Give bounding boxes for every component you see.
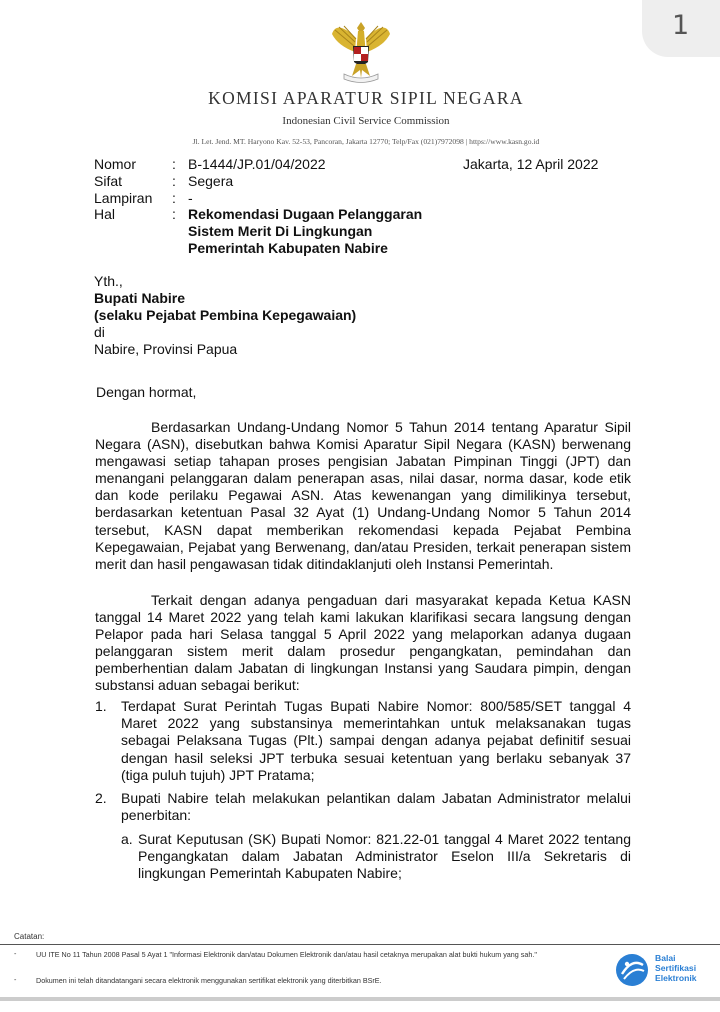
recipient-salutation: Yth., [94,273,123,289]
colon: : [172,206,176,223]
list-item-text: Bupati Nabire telah melakukan pelantikan dalam Jabatan Administrator melalui penerbitan: [121,790,631,824]
meta-row-lampiran [94,190,448,207]
footer-divider [0,944,720,945]
letter-meta [94,156,448,257]
hal-value [188,206,448,256]
bottom-band [0,997,720,1001]
sifat-value: Segera [188,172,234,189]
sub-list-item [121,831,631,883]
org-address: Jl. Let. Jend. MT. Haryono Kav. 52-53, Pancoran, Jakarta 12770; Telp/Fax (021)7972098 | https://www.kasn.go.id [192,137,540,146]
meta-row-sifat [94,173,448,190]
bsre-line: Elektronik [655,973,697,983]
footer-bullet: - [14,949,17,958]
footer-bullet: - [14,975,17,984]
meta-row-nomor [94,156,448,173]
paragraph-2: Terkait dengan adanya pengaduan dari masyarakat kepada Ketua KASN tanggal 14 Maret 2022 yang telah kami lakukan klarifikasi secara langsung dengan Pelapor pada hari Selasa tanggal 5 April 2022 yang melaporkan adanya dugaan pelanggaran sistem merit dalam prosedur pengangkatan, pemindahan dan pemberhentian dalam Jabatan di lingkungan Instansi yang Saudara pimpin, dengan substansi aduan sebagai berikut: [95,592,631,694]
meta-row-hal [94,206,448,256]
list-item-number: 2. [95,790,107,806]
hal-value-line: Sistem Merit Di Lingkungan [188,223,373,240]
recipient-place: Nabire, Provinsi Papua [94,341,238,357]
garuda-emblem-icon [330,16,392,86]
page-number: 1 [672,10,690,41]
list-item [95,790,631,824]
bsre-logo-icon [614,952,650,988]
lampiran-label: Lampiran [94,189,153,206]
sub-list-item-text: Surat Keputusan (SK) Bupati Nomor: 821.22-01 tanggal 4 Maret 2022 tentang Pengangkatan dalam Jabatan Administrator Eselon III/a Sekretaris di lingkungan Pemerintah Kabupaten Nabire; [138,831,631,882]
colon: : [172,172,176,189]
bsre-logo-text [655,953,697,983]
paragraph-1: Berdasarkan Undang-Undang Nomor 5 Tahun 2014 tentang Aparatur Sipil Negara (ASN), disebutkan bahwa Komisi Aparatur Sipil Negara (KASN) berwenang mengawasi setiap tahapan proses pengisian Jabatan Pimpinan Tinggi (JPT) dan menangani pelanggaran dalam penerapan asas, nilai dasar, norma dasar, kode etik dan kode perilaku Pegawai ASN. Atas kewenangan yang dimilikinya tersebut, berdasarkan ketentuan Pasal 32 Ayat (1) Undang-Undang Nomor 5 Tahun 2014 tersebut, KASN dapat memberikan rekomendasi kepada Pejabat Pembina Kepegawaian, Pejabat yang Berwenang, dan/atau Presiden, terkait penerapan sistem merit dan hasil pengawasan tidak ditindaklanjuti oleh Instansi Pemerintah. [95,419,631,572]
footer-note-ite: UU ITE No 11 Tahun 2008 Pasal 5 Ayat 1 "Informasi Elektronik dan/atau Dokumen Elektronik dan/atau hasil cetaknya merupakan alat bukti hukum yang sah." [36,950,537,959]
letter-date: Jakarta, 12 April 2022 [463,156,599,172]
greeting: Dengan hormat, [96,384,197,400]
sub-list-item-letter: a. [121,831,133,847]
colon: : [172,156,176,172]
bsre-line: Balai [655,953,676,963]
lampiran-value: - [188,189,193,206]
list-item-text: Terdapat Surat Perintah Tugas Bupati Nabire Nomor: 800/585/SET tanggal 4 Maret 2022 yang substansinya memerintahkan untuk melaksanakan tugas sebagai Pelaksana Tugas (Plt.) sampai dengan adanya pejabat definitif sesuai dengan hasil seleksi JPT terbuka sesuai ketentuan yang berlaku sebanyak 37 (tiga puluh tujuh) JPT Pratama; [121,698,631,783]
footer-note-bsre: Dokumen ini telah ditandatangani secara elektronik menggunakan sertifikat elektronik yang diterbitkan BSrE. [36,976,382,985]
list-item-number: 1. [95,698,107,714]
hal-value-line: Pemerintah Kabupaten Nabire [188,239,388,256]
footer-label: Catatan: [14,932,45,941]
recipient-di: di [94,324,105,340]
nomor-label: Nomor [94,156,137,172]
bsre-logo [614,952,714,988]
list-item [95,698,631,784]
page-number-badge [642,0,720,57]
nomor-value: B-1444/JP.01/04/2022 [188,156,326,172]
recipient-role: (selaku Pejabat Pembina Kepegawaian) [94,307,357,323]
hal-label: Hal [94,206,116,223]
org-subtitle: Indonesian Civil Service Commission [282,115,450,127]
org-name: KOMISI APARATUR SIPIL NEGARA [208,88,524,108]
bsre-line: Sertifikasi [655,963,697,973]
recipient-name: Bupati Nabire [94,290,186,306]
hal-value-line: Rekomendasi Dugaan Pelanggaran [188,206,423,223]
sifat-label: Sifat [94,172,123,189]
recipient-block [94,273,356,358]
colon: : [172,189,176,206]
